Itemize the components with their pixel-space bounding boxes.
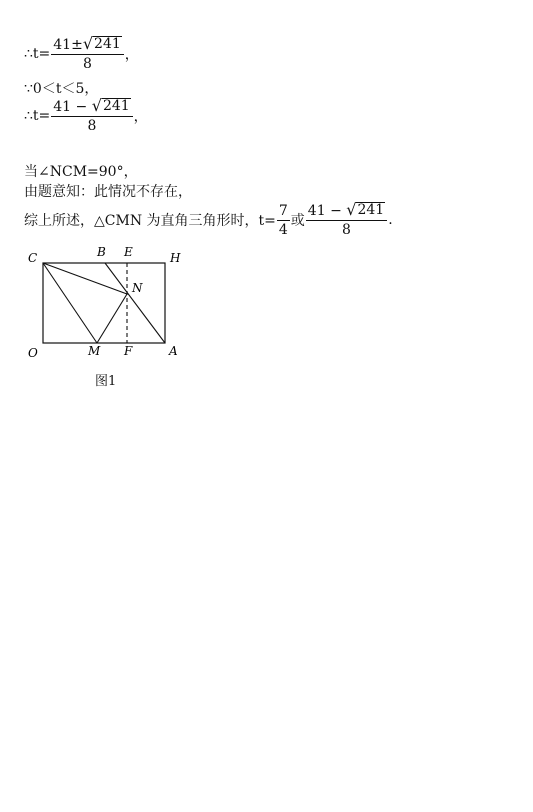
label-N: N bbox=[132, 281, 143, 295]
label-A: A bbox=[169, 344, 178, 358]
radicand: 241 bbox=[94, 36, 121, 52]
solution-line-4: 当∠NCM=90°， bbox=[24, 164, 138, 180]
fraction-seven-fourths bbox=[277, 203, 290, 238]
radicand: 241 bbox=[357, 202, 385, 218]
square-root bbox=[92, 98, 131, 114]
solution-line-6 bbox=[24, 202, 393, 238]
prefix-text: ∴t= bbox=[24, 46, 51, 62]
prefix-text: ∴t= bbox=[24, 108, 51, 124]
segment-CM bbox=[43, 263, 97, 343]
square-root bbox=[346, 202, 385, 218]
label-M: M bbox=[88, 344, 101, 358]
label-O: O bbox=[28, 346, 38, 360]
square-root bbox=[83, 36, 122, 52]
label-B: B bbox=[97, 245, 106, 259]
label-H: H bbox=[170, 251, 181, 265]
solution-line-5: 由题意知：此情况不存在， bbox=[24, 184, 192, 200]
solution-line-1 bbox=[24, 36, 139, 72]
radicand: 241 bbox=[102, 98, 130, 114]
suffix-text: ， bbox=[133, 109, 148, 125]
label-F: F bbox=[124, 344, 133, 358]
radical-icon: √ bbox=[346, 200, 357, 219]
minus-sign: − bbox=[75, 99, 88, 115]
label-E: E bbox=[124, 245, 133, 259]
label-C: C bbox=[28, 251, 38, 265]
figure-caption: 图1 bbox=[95, 374, 117, 389]
fraction bbox=[306, 202, 387, 238]
radical-icon: √ bbox=[91, 96, 102, 115]
fraction bbox=[51, 98, 132, 134]
prefix-text: 综上所述，△CMN 为直角三角形时，t= bbox=[24, 213, 276, 229]
minus-sign: − bbox=[330, 203, 342, 219]
solution-line-3 bbox=[24, 98, 148, 134]
numerator-term: 41 bbox=[53, 37, 72, 53]
numerator-term: 41 bbox=[307, 203, 326, 219]
solution-line-2: ∵0＜t＜5， bbox=[24, 81, 99, 97]
denominator: 8 bbox=[342, 222, 351, 238]
suffix-text: . bbox=[388, 212, 393, 228]
fraction bbox=[51, 36, 124, 72]
radical-icon: √ bbox=[82, 34, 94, 53]
suffix-text: ， bbox=[124, 47, 139, 63]
denominator: 8 bbox=[87, 118, 97, 134]
denominator: 4 bbox=[278, 221, 288, 238]
plus-minus-sign: ± bbox=[71, 37, 83, 53]
numerator: 7 bbox=[278, 202, 288, 219]
segment-BA bbox=[105, 263, 165, 343]
denominator: 8 bbox=[83, 56, 92, 72]
segment-MN bbox=[97, 294, 127, 343]
numerator-term: 41 bbox=[53, 99, 72, 115]
segment-CN bbox=[43, 263, 127, 294]
or-text: 或 bbox=[290, 213, 305, 229]
